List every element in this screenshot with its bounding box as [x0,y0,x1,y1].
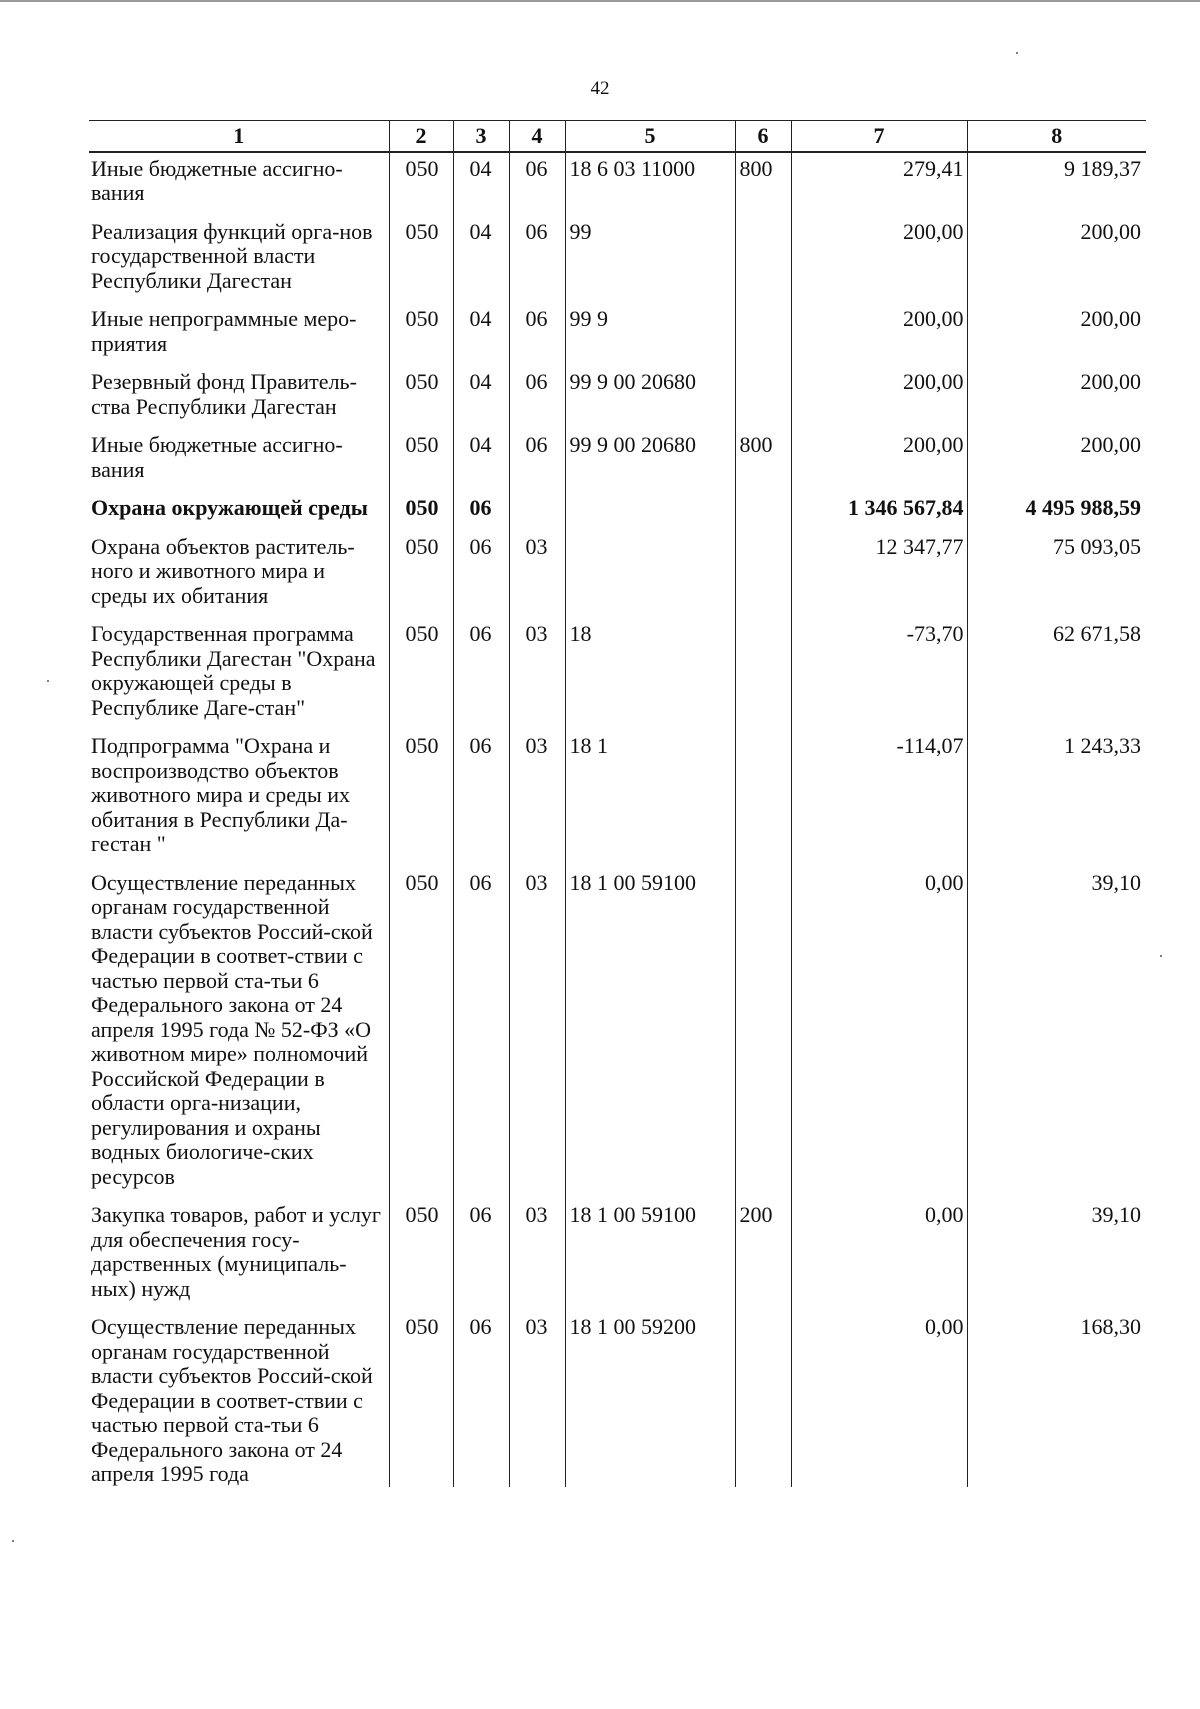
code-col-2 [389,867,453,1200]
amount-col-8 [967,1199,1146,1311]
code-col-4 [509,618,565,730]
code-col-2 [389,492,453,531]
table-row [89,730,1146,867]
budget-table [89,120,1146,1487]
code-col-6 [735,730,791,867]
header-col-6: 6 [735,121,791,152]
code-col-3 [453,492,509,531]
item-name [89,303,389,366]
code-col-5-text: 18 1 00 59100 [569,869,696,895]
code-col-3 [453,531,509,619]
amount-col-7-text: -114,07 [896,733,964,758]
scan-speck [47,680,49,682]
amount-col-7-text: 279,41 [903,155,964,181]
item-name [89,618,389,730]
table-row [89,366,1146,429]
item-name-text: Подпрограмма "Охрана и воспроизводство объектов животного мира и среды их обитания в Республики Да-гестан " [91,733,351,856]
amount-col-8 [967,429,1146,492]
code-col-5 [565,531,735,619]
table-row [89,1199,1146,1311]
code-col-5 [565,1199,735,1311]
code-col-2 [389,531,453,619]
amount-col-7-text: 0,00 [925,1202,964,1227]
code-col-3 [453,867,509,1200]
amount-col-7-text: 12 347,77 [875,533,964,559]
code-col-2-text: 050 [405,369,439,394]
code-col-4-text: 03 [525,869,548,895]
code-col-5-text: 18 1 00 59200 [569,1314,696,1339]
amount-col-8-text: 200,00 [1080,432,1141,457]
item-name [89,429,389,492]
code-col-2-text: 050 [405,621,439,646]
amount-col-8 [967,730,1146,867]
code-col-5 [565,366,735,429]
code-col-5-text: 99 9 00 20680 [569,369,696,394]
item-name [89,1199,389,1311]
code-col-4 [509,216,565,304]
amount-col-7-text: 200,00 [903,369,964,394]
amount-col-7 [791,867,967,1200]
code-col-4 [509,303,565,366]
row-gap [91,720,386,730]
amount-col-7 [791,492,967,531]
code-col-4 [509,867,565,1200]
item-name-text: Осуществление переданных органам государственной власти субъектов Россий-ской Федерации в соответ-ствии с частью первой ста-тьи 6 Федерального закона от 24 апреля 1995 года № 52-ФЗ «О животном мире» полномочий Российской Федерации в области орга-низации, регулирования и охраны водных биологиче-ских ресурсов [91,869,373,1189]
amount-col-7 [791,429,967,492]
amount-col-8 [967,366,1146,429]
code-col-3-text: 04 [469,432,492,457]
code-col-3 [453,618,509,730]
table-row [89,531,1146,619]
amount-col-8-text: 39,10 [1091,869,1141,895]
amount-col-7 [791,152,967,216]
code-col-5-text: 18 1 [569,733,608,758]
code-col-3-text: 06 [469,621,492,646]
header-col-3: 3 [453,121,509,152]
code-col-4-text: 03 [525,621,548,646]
item-name [89,730,389,867]
item-name-text: Охрана окружающей среды [91,495,368,520]
code-col-4 [509,429,565,492]
amount-col-7 [791,531,967,619]
amount-col-7 [791,1199,967,1311]
item-name [89,366,389,429]
code-col-4-text: 06 [525,218,548,244]
amount-col-8-text: 200,00 [1080,306,1141,331]
item-name-text: Резервный фонд Правитель-ства Республики Дагестан [91,369,357,419]
code-col-2-text: 050 [405,495,439,520]
code-col-5-text: 99 9 00 20680 [569,432,696,457]
code-col-6-text: 800 [739,155,773,181]
item-name-text: Иные непрограммные меро-приятия [91,306,357,356]
code-col-5 [565,867,735,1200]
code-col-2-text: 050 [405,218,439,244]
code-col-6 [735,303,791,366]
code-col-4-text: 03 [525,533,548,559]
amount-col-7-text: 0,00 [925,1314,964,1339]
code-col-3 [453,216,509,304]
item-name-text: Закупка товаров, работ и услуг для обеспечения госу-дарственных (муниципаль-ных) нужд [91,1202,381,1301]
amount-col-8 [967,216,1146,304]
row-gap [91,1301,386,1311]
code-col-2-text: 050 [405,1314,439,1339]
header-col-7: 7 [791,121,967,152]
code-col-5 [565,1311,735,1487]
item-name [89,152,389,216]
code-col-4-text: 03 [525,1314,548,1339]
code-col-6 [735,531,791,619]
code-col-2-text: 050 [405,306,439,331]
code-col-6 [735,1311,791,1487]
code-col-6 [735,618,791,730]
amount-col-8 [967,492,1146,531]
code-col-2-text: 050 [405,1202,439,1227]
amount-col-7-text: 200,00 [903,306,964,331]
code-col-5 [565,216,735,304]
page-number: 42 [590,78,610,99]
item-name-text: Охрана объектов раститель-ного и животного мира и среды их обитания [91,533,355,608]
item-name [89,867,389,1200]
code-col-2 [389,1199,453,1311]
row-gap [91,482,386,492]
code-col-3-text: 06 [469,495,492,520]
code-col-6 [735,1199,791,1311]
code-col-3 [453,366,509,429]
code-col-3-text: 04 [469,306,492,331]
scan-top-edge [0,0,1200,2]
code-col-4 [509,152,565,216]
amount-col-7 [791,1311,967,1487]
code-col-2 [389,429,453,492]
row-gap [91,293,386,303]
code-col-5-text: 99 [569,218,592,244]
code-col-4-text: 06 [525,306,548,331]
code-col-3-text: 04 [469,218,492,244]
code-col-2-text: 050 [405,533,439,559]
code-col-4 [509,1199,565,1311]
code-col-3 [453,730,509,867]
code-col-6 [735,366,791,429]
amount-col-8-text: 62 671,58 [1053,621,1141,646]
code-col-2 [389,730,453,867]
code-col-5 [565,618,735,730]
code-col-5-text: 18 1 00 59100 [569,1202,696,1227]
code-col-3 [453,1311,509,1487]
table-row [89,216,1146,304]
code-col-5 [565,492,735,531]
header-col-4: 4 [509,121,565,152]
amount-col-7 [791,303,967,366]
amount-col-7 [791,730,967,867]
code-col-5-text: 18 [569,621,592,646]
amount-col-8-text: 1 243,33 [1064,733,1141,758]
code-col-4-text: 06 [525,155,548,181]
code-col-4-text: 06 [525,432,548,457]
amount-col-8-text: 4 495 988,59 [1025,495,1141,520]
code-col-3-text: 06 [469,869,492,895]
amount-col-8-text: 200,00 [1080,369,1141,394]
header-col-2: 2 [389,121,453,152]
code-col-4 [509,366,565,429]
amount-col-8-text: 200,00 [1080,218,1141,244]
code-col-6 [735,867,791,1200]
code-col-3-text: 04 [469,155,492,181]
code-col-4 [509,1311,565,1487]
table-row [89,429,1146,492]
item-name [89,1311,389,1487]
code-col-2 [389,303,453,366]
table-body [89,152,1146,1487]
code-col-3-text: 04 [469,369,492,394]
amount-col-7-text: 200,00 [903,218,964,244]
code-col-3-text: 06 [469,1202,492,1227]
code-col-4-text: 03 [525,733,548,758]
code-col-4-text: 06 [525,369,548,394]
amount-col-8-text: 75 093,05 [1053,533,1141,559]
table-row [89,618,1146,730]
code-col-6 [735,152,791,216]
amount-col-7-text: 0,00 [925,869,964,895]
row-gap [91,206,386,216]
code-col-2 [389,216,453,304]
scan-speck [12,1540,14,1542]
scan-speck [1160,955,1162,957]
item-name [89,531,389,619]
amount-col-7 [791,366,967,429]
row-gap [91,608,386,618]
item-name-text: Реализация функций орга-нов государственной власти Республики Дагестан [91,218,373,293]
code-col-2-text: 050 [405,155,439,181]
code-col-3 [453,429,509,492]
amount-col-8-text: 39,10 [1091,1202,1141,1227]
row-gap [91,356,386,366]
header-col-5: 5 [565,121,735,152]
code-col-2 [389,366,453,429]
amount-col-8 [967,618,1146,730]
table-row [89,867,1146,1200]
code-col-2 [389,152,453,216]
amount-col-8 [967,1311,1146,1487]
code-col-4 [509,531,565,619]
code-col-2 [389,1311,453,1487]
item-name-text: Осуществление переданных органам государственной власти субъектов Россий-ской Федерации в соответ-ствии с частью первой ста-тьи 6 Федерального закона от 24 апреля 1995 года [91,1314,373,1486]
code-col-6 [735,429,791,492]
amount-col-8 [967,867,1146,1200]
row-gap [91,857,386,867]
code-col-2 [389,618,453,730]
header-col-1: 1 [89,121,389,152]
row-gap [91,419,386,429]
code-col-5-text: 18 6 03 11000 [569,155,696,181]
table-row [89,492,1146,531]
table-row [89,1311,1146,1487]
amount-col-7 [791,216,967,304]
item-name-text: Государственная программа Республики Дагестан "Охрана окружающей среды в Республике Даге-стан" [91,621,376,720]
table-header-row [89,121,1146,152]
code-col-5 [565,152,735,216]
row-gap [91,521,386,531]
code-col-2-text: 050 [405,869,439,895]
amount-col-7 [791,618,967,730]
amount-col-8 [967,152,1146,216]
code-col-2-text: 050 [405,733,439,758]
table-row [89,152,1146,216]
code-col-6-text: 800 [739,432,773,457]
table-row [89,303,1146,366]
code-col-3 [453,303,509,366]
amount-col-7-text: -73,70 [906,621,964,646]
amount-col-7-text: 200,00 [903,432,964,457]
amount-col-8-text: 168,30 [1080,1314,1141,1339]
row-gap [91,1189,386,1199]
amount-col-7-text: 1 346 567,84 [848,495,964,520]
code-col-5-text: 99 9 [569,306,608,331]
amount-col-8 [967,531,1146,619]
item-name [89,216,389,304]
code-col-3-text: 06 [469,733,492,758]
code-col-4 [509,492,565,531]
code-col-4-text: 03 [525,1202,548,1227]
code-col-5 [565,429,735,492]
code-col-6-text: 200 [739,1202,773,1227]
code-col-3 [453,152,509,216]
code-col-5 [565,303,735,366]
code-col-4 [509,730,565,867]
amount-col-8-text: 9 189,37 [1064,155,1141,181]
code-col-5 [565,730,735,867]
code-col-3-text: 06 [469,533,492,559]
code-col-3 [453,1199,509,1311]
item-name [89,492,389,531]
scan-speck [1016,52,1018,54]
code-col-3-text: 06 [469,1314,492,1339]
code-col-6 [735,216,791,304]
item-name-text: Иные бюджетные ассигно-вания [91,432,343,482]
code-col-6 [735,492,791,531]
code-col-2-text: 050 [405,432,439,457]
header-col-8: 8 [967,121,1146,152]
amount-col-8 [967,303,1146,366]
item-name-text: Иные бюджетные ассигно-вания [91,155,343,205]
